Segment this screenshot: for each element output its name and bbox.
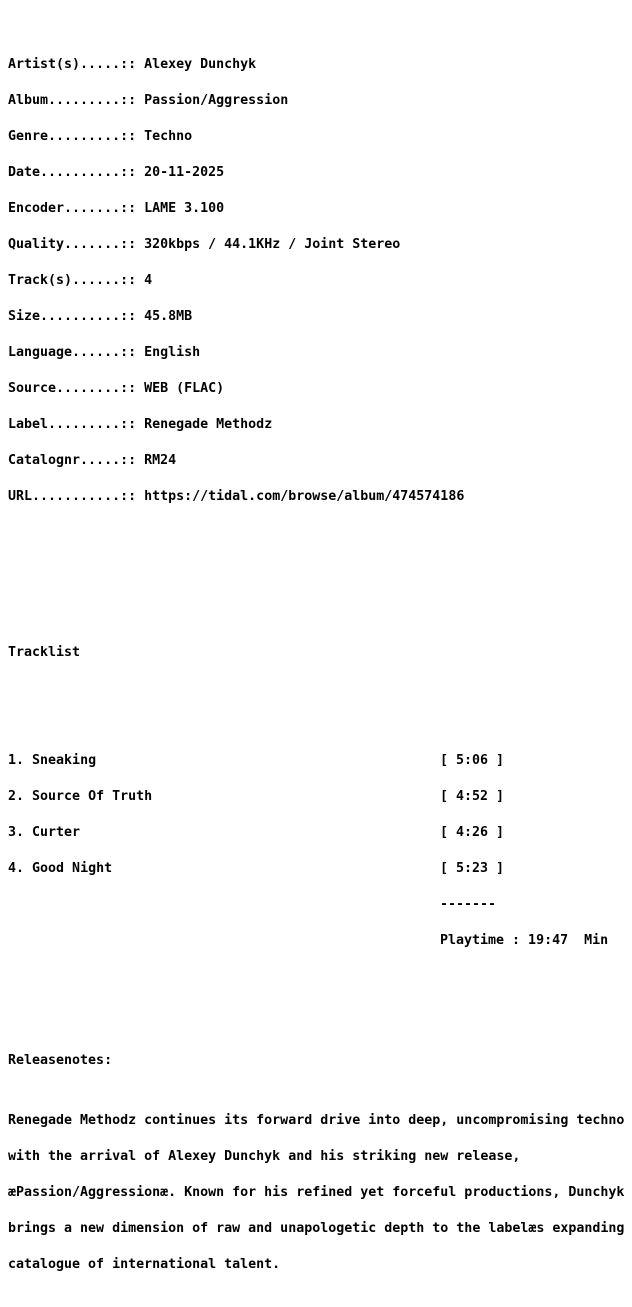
info-line-label xyxy=(8,419,624,431)
info-line-quality xyxy=(8,239,624,251)
info-value: Techno xyxy=(144,129,193,144)
time-rule: ------- xyxy=(440,897,497,912)
tracklist-heading: Tracklist xyxy=(8,645,81,660)
info-key: Source........ xyxy=(8,381,121,396)
track-duration: [ 5:23 ] xyxy=(440,861,505,876)
track-number: 3. xyxy=(8,825,25,840)
releasenotes-line: brings a new dimension of raw and unapologetic depth to the labelæs expanding xyxy=(8,1221,625,1236)
info-separator: :: xyxy=(120,417,145,432)
info-key: Language...... xyxy=(8,345,121,360)
info-line-encoder xyxy=(8,203,624,215)
track-title: Curter xyxy=(32,825,81,840)
info-separator: :: xyxy=(120,381,145,396)
playtime-line xyxy=(8,935,624,947)
track-title: Good Night xyxy=(32,861,113,876)
info-line-language xyxy=(8,347,624,359)
releasenotes-line: with the arrival of Alexey Dunchyk and his striking new release, xyxy=(8,1149,521,1164)
info-line-source xyxy=(8,383,624,395)
info-separator: :: xyxy=(120,273,145,288)
track-duration: [ 4:26 ] xyxy=(440,825,505,840)
info-separator: :: xyxy=(120,309,145,324)
track-title: Source Of Truth xyxy=(32,789,153,804)
info-line-genre xyxy=(8,131,624,143)
blank-line xyxy=(8,683,624,695)
info-line-url xyxy=(8,491,624,503)
track-duration: [ 5:06 ] xyxy=(440,753,505,768)
info-key: Label......... xyxy=(8,417,121,432)
playtime: Playtime : 19:47 Min xyxy=(440,933,609,948)
info-value: RM24 xyxy=(144,453,177,468)
info-key: Quality....... xyxy=(8,237,121,252)
blank-line xyxy=(8,1007,624,1019)
info-key: Catalognr..... xyxy=(8,453,121,468)
info-separator: :: xyxy=(120,57,145,72)
info-separator: :: xyxy=(120,129,145,144)
info-key: Track(s)...... xyxy=(8,273,121,288)
track-row xyxy=(8,827,624,839)
info-value: https://tidal.com/browse/album/474574186 xyxy=(144,489,465,504)
releasenotes-line: æPassion/Aggressionæ. Known for his refined yet forceful productions, Dunchyk xyxy=(8,1185,625,1200)
info-value: 20-11-2025 xyxy=(144,165,225,180)
info-value: WEB (FLAC) xyxy=(144,381,225,396)
track-row xyxy=(8,863,624,875)
track-number: 4. xyxy=(8,861,25,876)
track-row xyxy=(8,791,624,803)
track-title: Sneaking xyxy=(32,753,97,768)
info-separator: :: xyxy=(120,237,145,252)
info-separator: :: xyxy=(120,201,145,216)
track-duration: [ 4:52 ] xyxy=(440,789,505,804)
blank-line xyxy=(8,563,624,575)
info-line-date xyxy=(8,167,624,179)
releasenotes-body xyxy=(8,1091,624,1295)
info-value: 45.8MB xyxy=(144,309,193,324)
info-separator: :: xyxy=(120,165,145,180)
info-key: Date.......... xyxy=(8,165,121,180)
info-line-album xyxy=(8,95,624,107)
info-key: Genre......... xyxy=(8,129,121,144)
time-rule-line xyxy=(8,899,624,911)
track-number: 2. xyxy=(8,789,25,804)
info-key: Album......... xyxy=(8,93,121,108)
track-row xyxy=(8,755,624,767)
releasenotes-line: catalogue of international talent. xyxy=(8,1257,281,1272)
info-value: 4 xyxy=(144,273,153,288)
info-value: Passion/Aggression xyxy=(144,93,289,108)
releasenotes-heading: Releasenotes: xyxy=(8,1053,113,1068)
info-key: Artist(s)..... xyxy=(8,57,121,72)
info-key: URL........... xyxy=(8,489,121,504)
info-value: English xyxy=(144,345,201,360)
info-value: Renegade Methodz xyxy=(144,417,273,432)
info-line-artist xyxy=(8,59,624,71)
info-line-size xyxy=(8,311,624,323)
blank-line xyxy=(8,599,624,611)
info-separator: :: xyxy=(120,345,145,360)
info-key: Encoder....... xyxy=(8,201,121,216)
info-separator: :: xyxy=(120,93,145,108)
info-separator: :: xyxy=(120,453,145,468)
nfo-document xyxy=(8,11,624,1307)
info-value: LAME 3.100 xyxy=(144,201,225,216)
track-number: 1. xyxy=(8,753,25,768)
tracklist xyxy=(8,731,624,971)
info-separator: :: xyxy=(120,489,145,504)
info-value: 320kbps / 44.1KHz / Joint Stereo xyxy=(144,237,401,252)
info-value: Alexey Dunchyk xyxy=(144,57,257,72)
releasenotes-line: Renegade Methodz continues its forward drive into deep, uncompromising techno xyxy=(8,1113,625,1128)
info-line-catalognr xyxy=(8,455,624,467)
info-block xyxy=(8,35,624,527)
info-line-tracks xyxy=(8,275,624,287)
info-key: Size.......... xyxy=(8,309,121,324)
